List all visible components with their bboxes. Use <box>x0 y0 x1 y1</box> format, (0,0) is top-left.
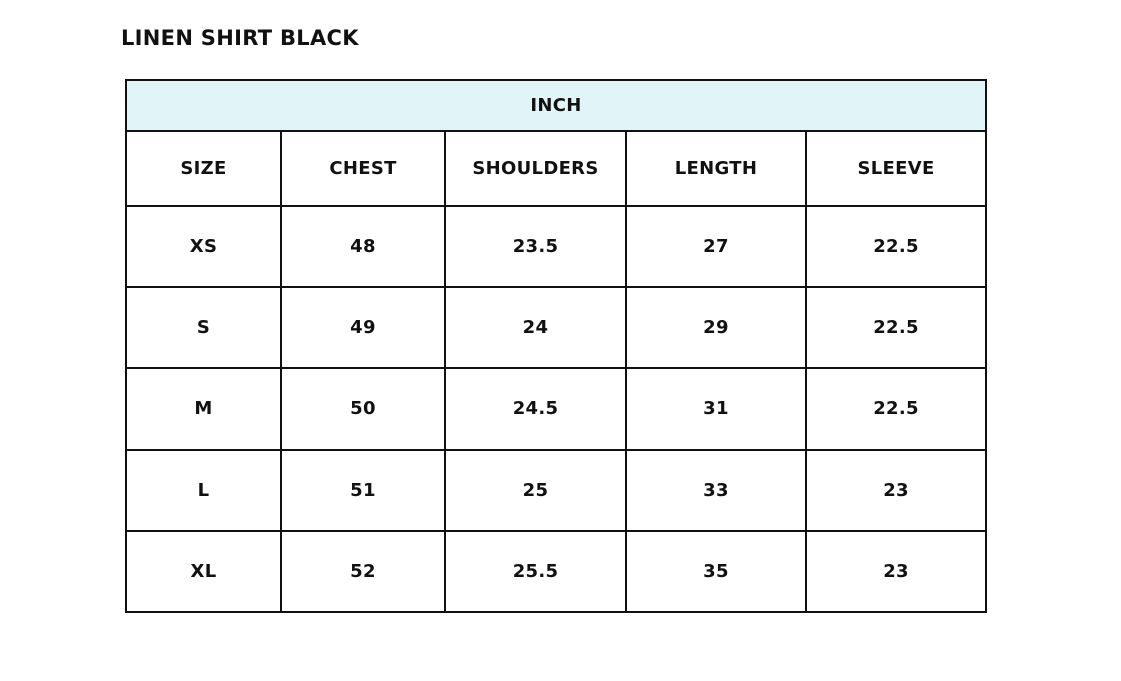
cell-sleeve: 23 <box>806 531 986 612</box>
cell-size: L <box>126 450 281 531</box>
column-header-shoulders: SHOULDERS <box>445 131 626 206</box>
cell-shoulders: 25 <box>445 450 626 531</box>
unit-label: INCH <box>126 80 986 131</box>
cell-shoulders: 23.5 <box>445 206 626 287</box>
column-header-length: LENGTH <box>626 131 806 206</box>
product-title: LINEN SHIRT BLACK <box>121 26 359 50</box>
cell-length: 27 <box>626 206 806 287</box>
cell-sleeve: 22.5 <box>806 368 986 449</box>
table-row <box>126 450 986 531</box>
column-header-size: SIZE <box>126 131 281 206</box>
cell-sleeve: 22.5 <box>806 287 986 368</box>
cell-size: M <box>126 368 281 449</box>
table-row <box>126 206 986 287</box>
cell-length: 33 <box>626 450 806 531</box>
cell-length: 29 <box>626 287 806 368</box>
cell-chest: 52 <box>281 531 445 612</box>
cell-chest: 49 <box>281 287 445 368</box>
cell-length: 31 <box>626 368 806 449</box>
cell-shoulders: 24 <box>445 287 626 368</box>
cell-shoulders: 24.5 <box>445 368 626 449</box>
table-row <box>126 368 986 449</box>
unit-header-row <box>126 80 986 131</box>
column-header-chest: CHEST <box>281 131 445 206</box>
cell-size: XL <box>126 531 281 612</box>
cell-shoulders: 25.5 <box>445 531 626 612</box>
table-row <box>126 531 986 612</box>
cell-chest: 48 <box>281 206 445 287</box>
cell-chest: 51 <box>281 450 445 531</box>
cell-length: 35 <box>626 531 806 612</box>
column-header-row <box>126 131 986 206</box>
column-header-sleeve: SLEEVE <box>806 131 986 206</box>
cell-sleeve: 23 <box>806 450 986 531</box>
size-chart-table <box>125 79 987 613</box>
cell-size: XS <box>126 206 281 287</box>
cell-sleeve: 22.5 <box>806 206 986 287</box>
cell-size: S <box>126 287 281 368</box>
cell-chest: 50 <box>281 368 445 449</box>
table-row <box>126 287 986 368</box>
